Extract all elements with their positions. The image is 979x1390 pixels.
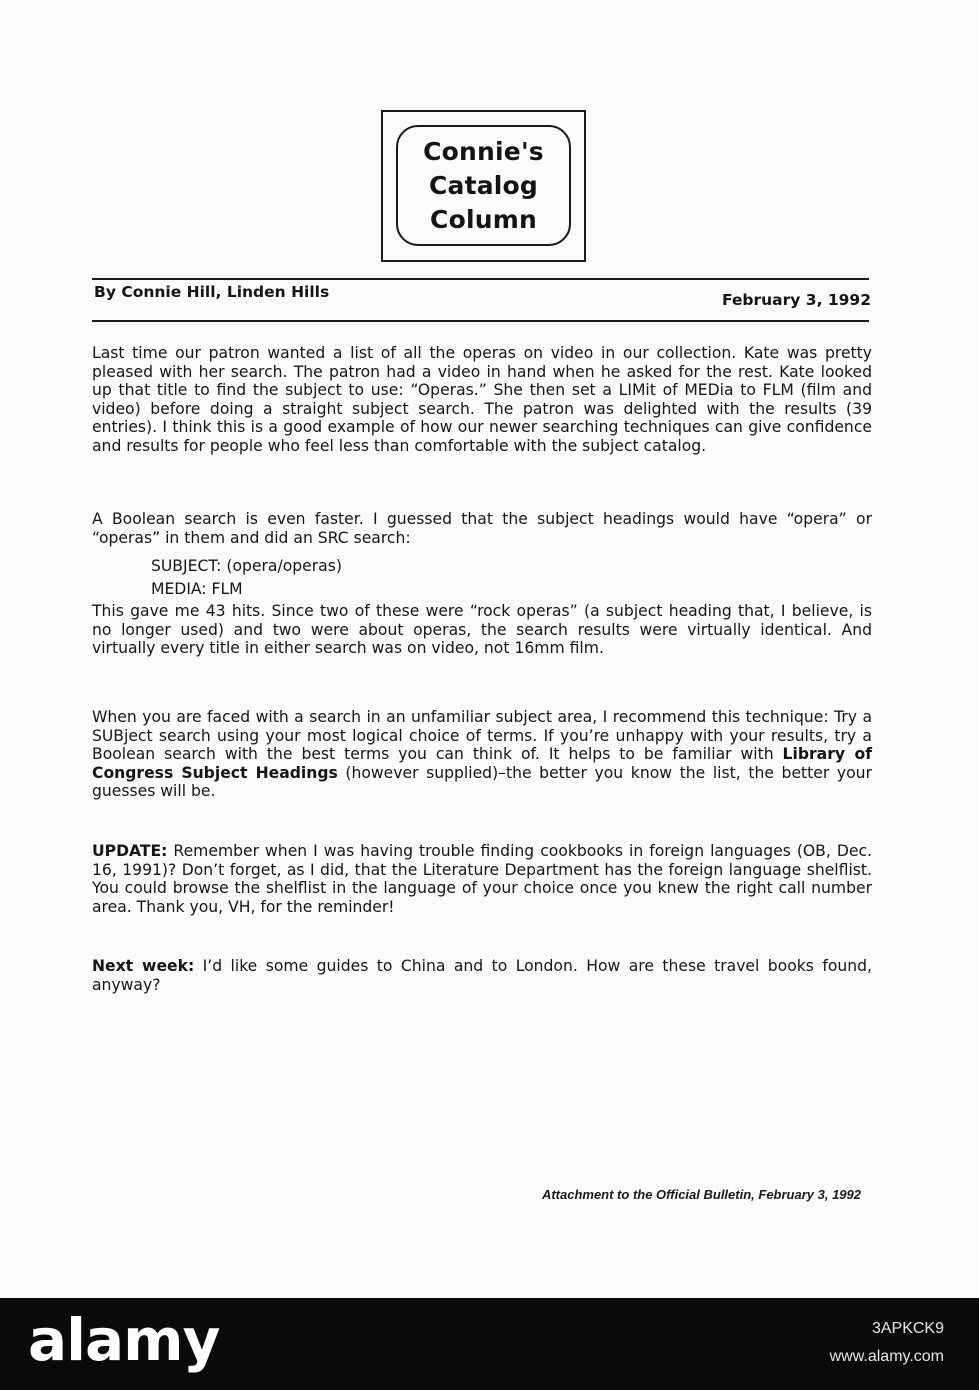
update-text: Remember when I was having trouble finding cookbooks in foreign languages (OB, Dec. 16, 1991)? Don’t forget, as I did, that the Literature Department has the foreign language shelflist. You could browse the shelflist in the language of your choice once you knew the right call number area. Thank you, VH, for the reminder!	[92, 842, 872, 916]
byline: By Connie Hill, Linden Hills	[94, 283, 330, 301]
column-title-line-2: Catalog	[428, 170, 539, 200]
paragraph-next-week	[92, 957, 872, 994]
column-title-line-3: Column	[430, 204, 537, 234]
column-title-box	[381, 110, 586, 262]
next-week-label: Next week:	[92, 957, 195, 975]
next-week-text: I’d like some guides to China and to London. How are these travel books found, anyway?	[92, 957, 873, 994]
paragraph-operas-search: Last time our patron wanted a list of all the operas on video in our collection. Kate was pretty pleased with her search. The patron had a video in hand when he asked for the rest. Kate looked up that title to find the subject to use: “Operas.” She then set a LIMit of MEDia to FLM (film and video) before doing a straight subject search. The patron was delighted with the results (39 entries). I think this is a good example of how our newer searching techniques can give confidence and results for people who feel less than comfortable with the subject catalog.	[92, 344, 872, 455]
update-label: UPDATE:	[92, 842, 168, 860]
paragraph-update	[92, 842, 872, 916]
column-date: February 3, 1992	[721, 291, 871, 309]
stock-image-id: 3APKCK9	[871, 1320, 944, 1337]
paragraph-search-results: This gave me 43 hits. Since two of these were “rock operas” (a subject heading that, I believe, is no longer used) and two were about operas, the search results were virtually identical. And virtually every title in either search was on video, not 16mm film.	[92, 602, 872, 657]
paragraph-technique	[92, 708, 872, 801]
header-top-rule	[92, 278, 869, 280]
technique-text-start: When you are faced with a search in an unfamiliar subject area, I recommend this technique: Try a SUBject search using your most logical choice of terms. If you’re unhappy with your results, try a Boolean search with the best terms you can think of. It helps to be familiar with	[92, 708, 872, 763]
lcsh-title: Library of Congress Subject Headings	[92, 745, 872, 782]
header-bottom-rule	[92, 320, 869, 322]
column-title-line-1: Connie's	[423, 136, 544, 166]
column-title-inner-frame	[396, 125, 571, 246]
stock-site-url: www.alamy.com	[829, 1348, 944, 1365]
search-query-subject: SUBJECT: (opera/operas)	[151, 557, 342, 575]
alamy-logo: alamy	[28, 1306, 220, 1374]
technique-text-end: (however supplied)–the better you know the list, the better your guesses will be.	[92, 763, 872, 800]
paragraph-boolean-search: A Boolean search is even faster. I guessed that the subject headings would have “opera” or “operas” in them and did an SRC search:	[92, 510, 872, 547]
attachment-footer-note: Attachment to the Official Bulletin, February 3, 1992	[541, 1187, 861, 1202]
search-query-media: MEDIA: FLM	[151, 580, 243, 598]
